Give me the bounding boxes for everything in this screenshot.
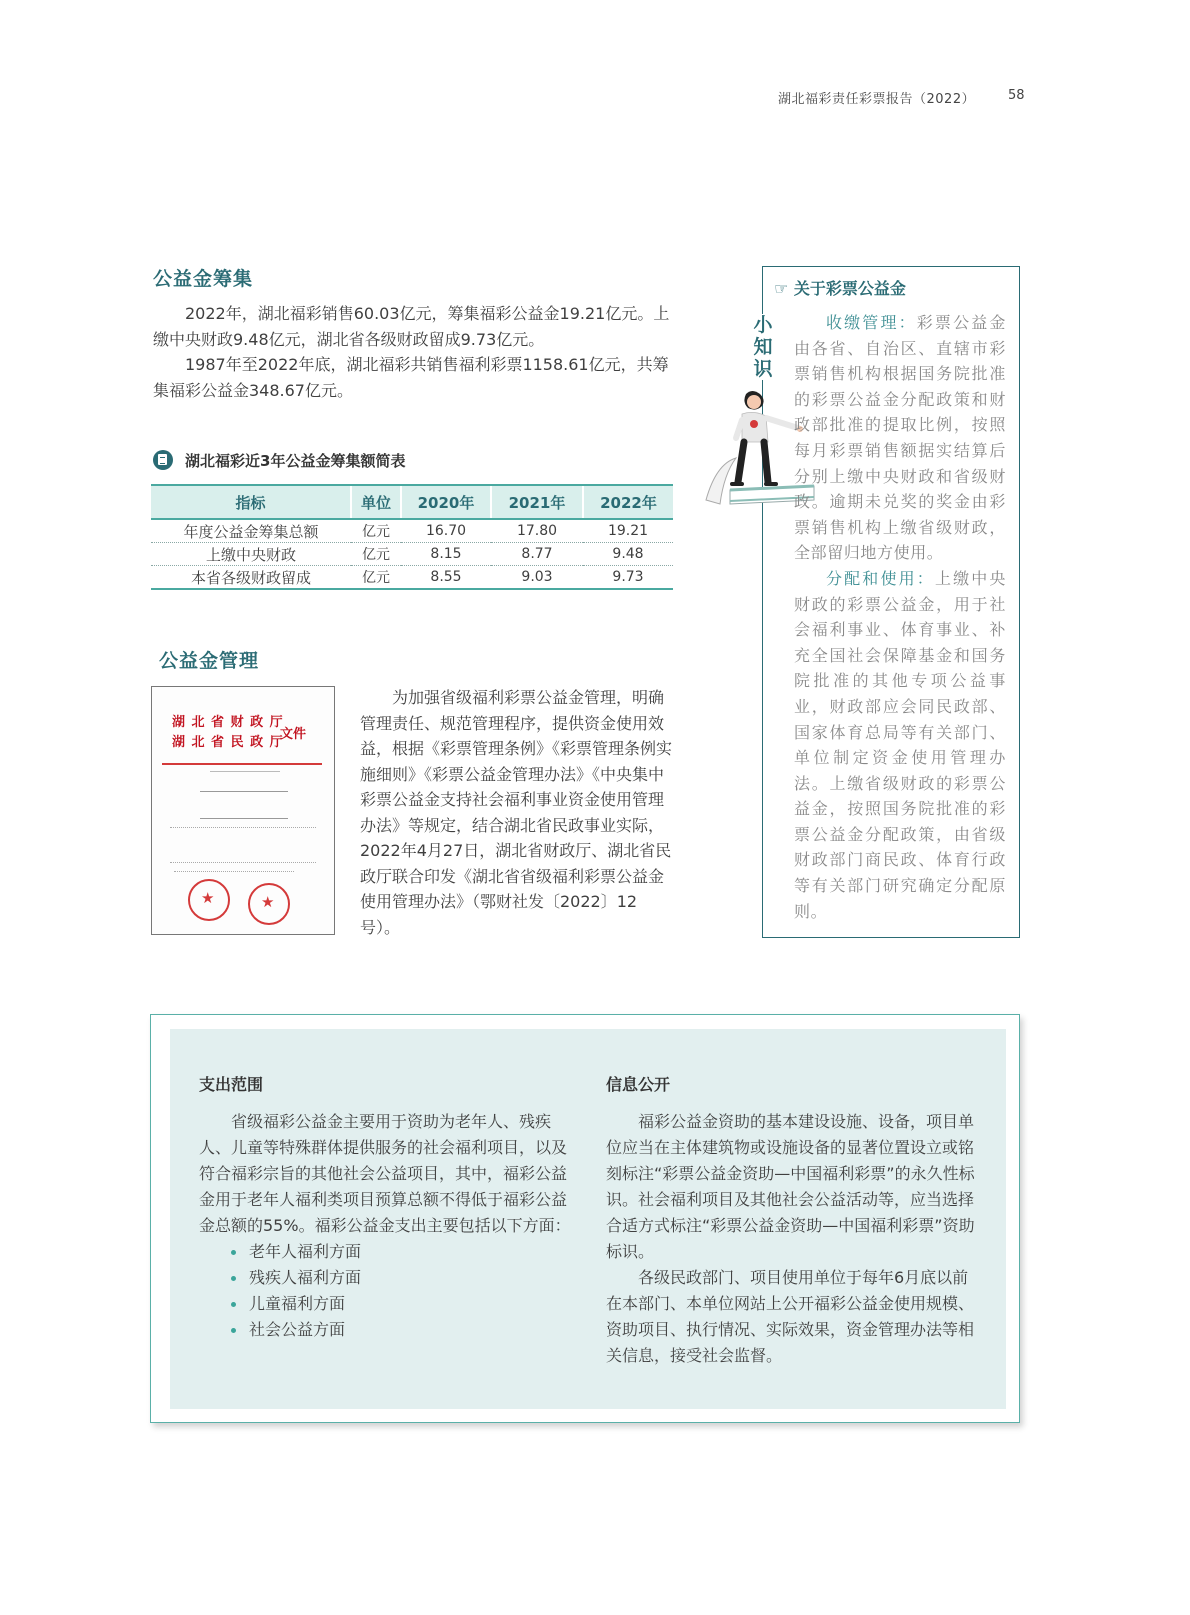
table-cell: 上缴中央财政: [151, 543, 351, 566]
fund-raising-title: 公益金筹集: [153, 268, 254, 290]
column-header: 单位: [351, 485, 401, 519]
table-row: [151, 519, 673, 543]
column-header: 指标: [151, 485, 351, 519]
table-cell: 17.80: [491, 519, 583, 543]
official-document-image: [151, 686, 335, 935]
fund-management-title: 公益金管理: [159, 650, 260, 672]
page-number: 58: [1008, 88, 1025, 103]
expenditure-list: [199, 1239, 571, 1343]
column-header: 2022年: [583, 485, 673, 519]
disclosure-paragraph-1: 福彩公益金资助的基本建设设施、设备，项目单位应当在主体建筑物或设施设备的显著位置设立或铭刻标注“彩票公益金资助—中国福利彩票”的永久性标识。社会福利项目及其他社会公益活动等，应当选择合适方式标注“彩票公益金资助—中国福利彩票”资助标识。: [606, 1112, 975, 1261]
running-header: 湖北福彩责任彩票报告（2022）: [778, 92, 976, 107]
table-cell: 8.77: [491, 543, 583, 566]
table-cell: 亿元: [351, 543, 401, 566]
expenditure-paragraph: 省级福彩公益金主要用于资助为老年人、残疾人、儿童等特殊群体提供服务的社会福利项目，以及符合福彩宗旨的其他社会公益项目，其中，福彩公益金用于老年人福利类项目预算总额不得低于福彩公益金总额的55%。福彩公益金支出主要包括以下方面：: [199, 1112, 571, 1235]
knowledge-box-body: [794, 310, 1006, 924]
vertical-char: 识: [753, 358, 773, 380]
table-cell: 本省各级财政留成: [151, 566, 351, 590]
vertical-char: 小: [753, 314, 773, 336]
fund-raising-paragraph-2: 1987年至2022年底，湖北福彩共销售福利彩票1158.61亿元，共筹集福彩公益金348.67亿元。: [153, 355, 669, 400]
knowledge-section-text: 上缴中央财政的彩票公益金，用于社会福利事业、体育事业、补充全国社会保障基金和国务院批准的其他专项公益事业，财政部应会同民政部、国家体育总局等有关部门、单位制定资金使用管理办法。上缴省级财政的彩票公益金，按照国务院批准的彩票公益金分配政策，由省级财政部门商民政、体育行政等有关部门研究确定分配原则。: [794, 568, 1006, 921]
expenditure-title: 支出范围: [199, 1075, 264, 1094]
fund-raising-body: [153, 301, 675, 403]
table-cell: 亿元: [351, 519, 401, 543]
table-cell: 19.21: [583, 519, 673, 543]
list-item: 老年人福利方面: [199, 1239, 571, 1265]
table-cell: 9.48: [583, 543, 673, 566]
document-red-rule: [162, 763, 322, 765]
document-attachment-line: [174, 871, 294, 874]
document-body-lines: [170, 827, 316, 863]
table-cell: 亿元: [351, 566, 401, 590]
document-header-line-2: 湖 北 省 民 政 厅: [172, 735, 284, 750]
column-header: 2021年: [491, 485, 583, 519]
fund-raising-paragraph-1: 2022年，湖北福彩销售60.03亿元，筹集福彩公益金19.21亿元。上缴中央财政9.48亿元，湖北省各级财政留成9.73亿元。: [153, 304, 670, 349]
fund-management-body: [360, 685, 676, 940]
disclosure-paragraph-2: 各级民政部门、项目使用单位于每年6月底以前在本部门、本单位网站上公开福彩公益金使用规模、资助项目、执行情况、实际效果，资金管理办法等相关信息，接受社会监督。: [606, 1268, 975, 1365]
column-header: 2020年: [401, 485, 491, 519]
list-item: 儿童福利方面: [199, 1291, 571, 1317]
document-header-line-1: 湖 北 省 财 政 厅: [172, 715, 284, 730]
table-row: [151, 566, 673, 590]
vertical-char: 知: [753, 336, 773, 358]
table-cell: 9.03: [491, 566, 583, 590]
person-icon: [732, 391, 803, 484]
pointing-hand-icon: ☞: [774, 279, 789, 298]
disclosure-section: [606, 1072, 982, 1369]
knowledge-box-title: 关于彩票公益金: [793, 279, 906, 298]
table-cell: 9.73: [583, 566, 673, 590]
knowledge-vertical-label: [752, 314, 774, 380]
red-seal-icon: [248, 883, 290, 925]
knowledge-section-text: 彩票公益金由各省、自治区、直辖市彩票销售机构根据国务院批准的彩票公益金分配政策和财政部批准的提取比例，按照每月彩票销售额据实结算后分别上缴中央财政和省级财政。逾期未兑奖的奖金由彩票销售机构上缴省级财政，全部留归地方使用。: [794, 313, 1006, 563]
knowledge-section-lead: 分配和使用：: [826, 568, 935, 588]
expenditure-section: [199, 1072, 571, 1343]
table-cell: 8.15: [401, 543, 491, 566]
table-header-row: [151, 485, 673, 519]
knowledge-section-lead: 收缴管理：: [826, 313, 917, 332]
knowledge-box-heading: [774, 276, 906, 299]
document-number-line: [210, 771, 280, 776]
fund-table: [151, 484, 673, 590]
table-title: 湖北福彩近3年公益金筹集额简表: [185, 451, 406, 470]
table-cell: 8.55: [401, 566, 491, 590]
table-heading: [153, 448, 405, 472]
table-row: [151, 543, 673, 566]
document-list-icon: [153, 450, 173, 470]
document-title-lines: [200, 791, 288, 819]
disclosure-title: 信息公开: [606, 1075, 671, 1094]
document-header: [172, 713, 284, 753]
red-seal-icon: [188, 879, 230, 921]
list-item: 社会公益方面: [199, 1317, 571, 1343]
knowledge-section-allocation: [794, 566, 1006, 924]
table-cell: 16.70: [401, 519, 491, 543]
table-cell: 年度公益金筹集总额: [151, 519, 351, 543]
list-item: 残疾人福利方面: [199, 1265, 571, 1291]
fund-management-paragraph: 为加强省级福利彩票公益金管理，明确管理责任、规范管理程序，提供资金使用效益，根据《彩票管理条例》《彩票管理条例实施细则》《彩票公益金管理办法》《中央集中彩票公益金支持社会福利事业资金使用管理办法》等规定，结合湖北省民政事业实际，2022年4月27日，湖北省财政厅、湖北省民政厅联合印发《湖北省省级福利彩票公益金使用管理办法》（鄂财社发〔2022〕12号）。: [360, 688, 673, 937]
knowledge-section-collection: [794, 310, 1006, 566]
document-header-suffix: 文件: [280, 727, 307, 742]
